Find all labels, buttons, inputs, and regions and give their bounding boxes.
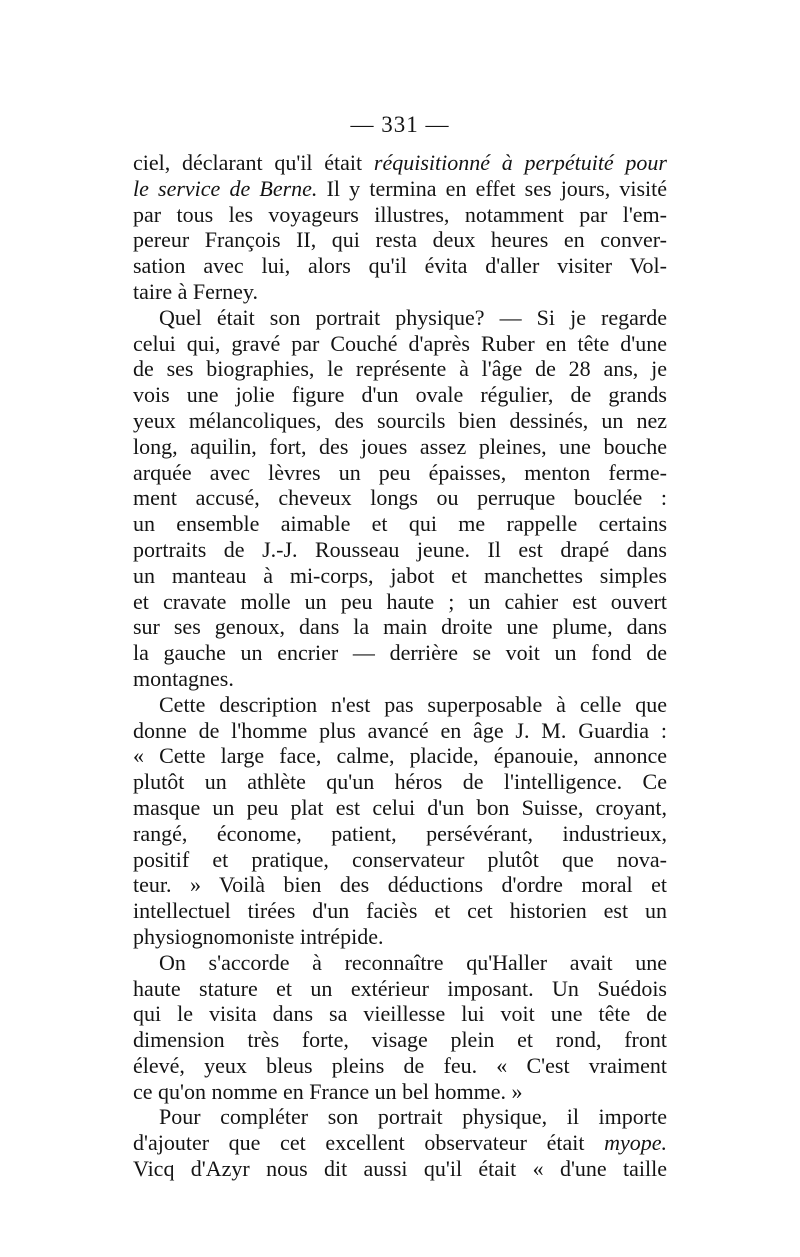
text-line: [133, 305, 667, 331]
text-segment: plutôt un athlète qu'un héros de l'intelligence. Ce: [133, 769, 667, 795]
text-segment: Il y termina en effet ses jours, visité: [317, 175, 667, 201]
text-line: [133, 898, 667, 924]
text-segment: par tous les voyageurs illustres, notamment par l'em-: [133, 201, 667, 227]
text-segment: portraits de J.-J. Rousseau jeune. Il est drapé dans: [133, 536, 667, 562]
text-line: [133, 769, 667, 795]
text-line: [133, 253, 667, 279]
text-line: [133, 331, 667, 357]
text-line: [133, 847, 667, 873]
text-segment: long, aquilin, fort, des joues assez pleines, une bouche: [133, 433, 667, 459]
text-segment: de ses biographies, le représente à l'âge de 28 ans, je: [133, 356, 667, 382]
text-line: [133, 1079, 667, 1105]
text-line: [133, 1156, 667, 1182]
text-segment: teur. » Voilà bien des déductions d'ordre moral et: [133, 872, 667, 898]
text-line: [133, 1053, 667, 1079]
text-line: [133, 460, 667, 486]
text-line: [133, 1130, 667, 1156]
text-segment: donne de l'homme plus avancé en âge J. M. Guardia :: [133, 717, 667, 743]
text-line: [133, 227, 667, 253]
italic-text: le service de Berne.: [133, 175, 318, 201]
text-line: [133, 640, 667, 666]
text-segment: sation avec lui, alors qu'il évita d'aller visiter Vol-: [133, 253, 667, 279]
text-line: [133, 176, 667, 202]
text-line: [133, 202, 667, 228]
text-segment: et cravate molle un peu haute ; un cahier est ouvert: [133, 588, 667, 614]
text-segment: positif et pratique, conservateur plutôt que nova-: [133, 846, 667, 872]
text-segment: yeux mélancoliques, des sourcils bien dessinés, un nez: [133, 407, 667, 433]
text-line: [133, 666, 667, 692]
text-segment: sur ses genoux, dans la main droite une plume, dans: [133, 614, 667, 640]
text-line: [133, 511, 667, 537]
text-line: [133, 976, 667, 1002]
text-segment: pereur François II, qui resta deux heures en conver-: [133, 227, 667, 253]
text-segment: taire à Ferney.: [133, 278, 259, 304]
text-segment: rangé, économe, patient, persévérant, industrieux,: [133, 820, 667, 846]
text-segment: arquée avec lèvres un peu épaisses, menton ferme-: [133, 459, 667, 485]
text-line: [133, 1027, 667, 1053]
text-line: [133, 1001, 667, 1027]
text-segment: vois une jolie figure d'un ovale régulier, de grands: [133, 382, 667, 408]
text-line: [133, 537, 667, 563]
text-segment: « Cette large face, calme, placide, épanouie, annonce: [133, 743, 667, 769]
text-segment: Pour compléter son portrait physique, il importe: [159, 1104, 667, 1130]
text-line: [133, 718, 667, 744]
text-segment: un manteau à mi-corps, jabot et manchettes simples: [133, 562, 667, 588]
text-line: [133, 382, 667, 408]
text-segment: On s'accorde à reconnaître qu'Haller avait une: [159, 949, 667, 975]
body-text: [133, 150, 667, 1182]
text-line: [133, 924, 667, 950]
text-line: [133, 950, 667, 976]
text-segment: intellectuel tirées d'un faciès et cet historien est un: [133, 898, 667, 924]
text-line: [133, 150, 667, 176]
text-line: [133, 1104, 667, 1130]
text-line: [133, 563, 667, 589]
text-segment: montagnes.: [133, 665, 234, 691]
text-segment: ment accusé, cheveux longs ou perruque bouclée :: [133, 485, 667, 511]
text-segment: Vicq d'Azyr nous dit aussi qu'il était « d'une taille: [133, 1156, 667, 1182]
text-segment: ciel, déclarant qu'il était: [133, 150, 374, 175]
text-segment: la gauche un encrier — derrière se voit un fond de: [133, 640, 667, 666]
text-line: [133, 434, 667, 460]
text-line: [133, 356, 667, 382]
text-line: [133, 872, 667, 898]
text-segment: ce qu'on nomme en France un bel homme. »: [133, 1078, 523, 1104]
italic-text: réquisitionné à perpétuité pour: [373, 150, 667, 175]
text-line: [133, 589, 667, 615]
text-segment: dimension très forte, visage plein et rond, front: [133, 1027, 667, 1053]
text-segment: élevé, yeux bleus pleins de feu. « C'est vraiment: [133, 1052, 667, 1078]
text-segment: physiognomoniste intrépide.: [133, 923, 384, 949]
text-segment: Quel était son portrait physique? — Si je regarde: [159, 304, 667, 330]
text-line: [133, 279, 667, 305]
text-segment: masque un peu plat est celui d'un bon Suisse, croyant,: [133, 794, 667, 820]
text-segment: un ensemble aimable et qui me rappelle certains: [133, 511, 667, 537]
text-line: [133, 821, 667, 847]
text-segment: haute stature et un extérieur imposant. Un Suédois: [133, 975, 667, 1001]
text-segment: qui le visita dans sa vieillesse lui voit une tête de: [133, 1001, 667, 1027]
text-line: [133, 408, 667, 434]
page-number: — 331 —: [350, 112, 450, 137]
text-line: [133, 614, 667, 640]
text-segment: Cette description n'est pas superposable à celle que: [159, 691, 667, 717]
italic-text: myope.: [604, 1130, 667, 1156]
text-line: [133, 795, 667, 821]
text-segment: celui qui, gravé par Couché d'après Ruber en tête d'une: [133, 330, 667, 356]
text-segment: d'ajouter que cet excellent observateur était: [133, 1130, 605, 1156]
text-line: [133, 692, 667, 718]
text-line: [133, 743, 667, 769]
text-line: [133, 485, 667, 511]
